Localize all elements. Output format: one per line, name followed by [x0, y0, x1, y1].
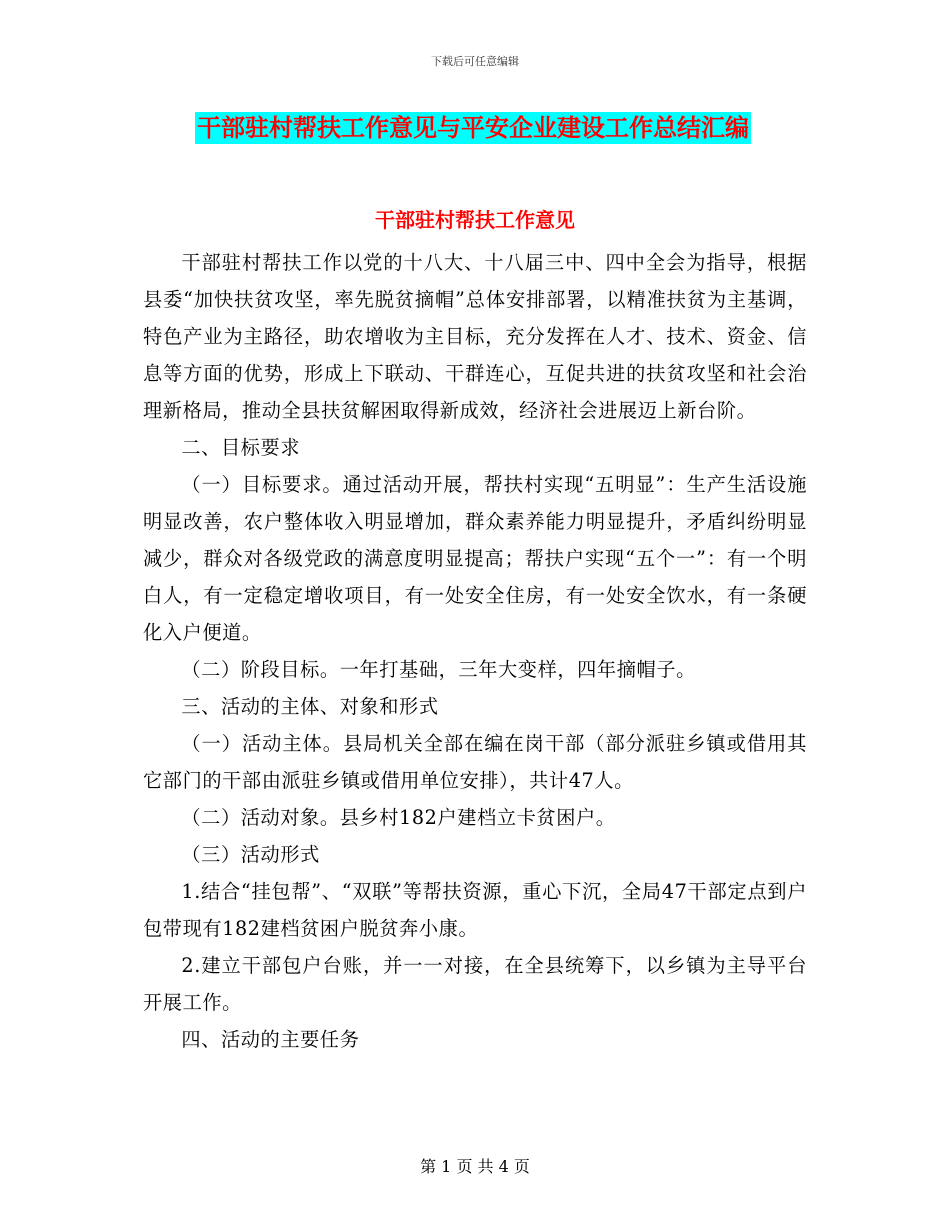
paragraph-item-1: 1.结合“挂包帮”、“双联”等帮扶资源，重心下沉，全局47干部定点到户包带现有182建档贫困户脱贫奔小康。 [143, 880, 807, 940]
section-title: 干部驻村帮扶工作意见 [375, 208, 575, 232]
heading-activity-subjects: 三、活动的主体、对象和形式 [181, 695, 439, 718]
paragraph-goal-requirements: （一）目标要求。通过活动开展，帮扶村实现“五明显”：生产生活设施明显改善，农户整体收入明显增加，群众素养能力明显提升，矛盾纠纷明显减少，群众对各级党政的满意度明显提高；帮扶户实现“五个一”：有一个明白人，有一定稳定增收项目，有一处安全住房，有一处安全饮水，有一条硬化入户便道。 [143, 473, 807, 644]
paragraph-item-2: 2.建立干部包户台账，并一一对接，在全县统筹下，以乡镇为主导平台开展工作。 [143, 954, 807, 1014]
paragraph-activity-form: （三）活动形式 [181, 843, 320, 866]
paragraph-activity-subject: （一）活动主体。县局机关全部在编在岗干部（部分派驻乡镇或借用其它部门的干部由派驻乡镇或借用单位安排），共计47人。 [143, 732, 807, 792]
paragraph-stage-goals: （二）阶段目标。一年打基础，三年大变样，四年摘帽子。 [181, 658, 696, 681]
page-footer: 第 1 页 共 4 页 [420, 1157, 530, 1176]
heading-main-tasks: 四、活动的主要任务 [181, 1028, 360, 1051]
header-note: 下载后可任意编辑 [431, 55, 519, 68]
heading-goals: 二、目标要求 [181, 436, 301, 459]
paragraph-intro: 干部驻村帮扶工作以党的十八大、十八届三中、四中全会为指导，根据县委“加快扶贫攻坚，率先脱贫摘帽”总体安排部署，以精准扶贫为主基调，特色产业为主路径，助农增收为主目标，充分发挥在人才、技术、资金、信息等方面的优势，形成上下联动、干群连心，互促共进的扶贫攻坚和社会治理新格局，推动全县扶贫解困取得新成效，经济社会进展迈上新台阶。 [143, 251, 807, 422]
document-body [143, 244, 807, 1058]
document-title: 干部驻村帮扶工作意见与平安企业建设工作总结汇编 [197, 114, 749, 142]
paragraph-activity-object: （二）活动对象。县乡村182户建档立卡贫困户。 [181, 806, 616, 829]
